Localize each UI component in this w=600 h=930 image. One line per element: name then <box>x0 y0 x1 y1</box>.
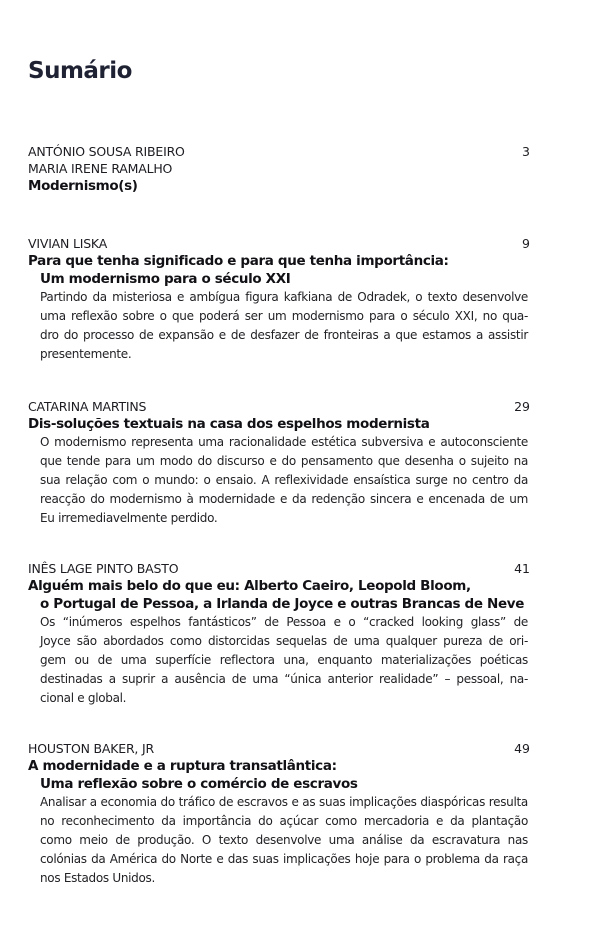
entry-title[interactable]: Alguém mais belo do que eu: Alberto Caeiro, Leopold Bloom, <box>28 578 471 594</box>
author-name: CATARINA MARTINS <box>28 399 147 414</box>
entry-title-continuation[interactable]: Um modernismo para o século XXI <box>40 271 291 287</box>
entry-title-continuation[interactable]: Uma reflexão sobre o comércio de escravos <box>40 776 358 792</box>
abstract-line: que tende para um modo do discurso e do pensamento que desenha o sujeito na <box>40 454 528 468</box>
entry-abstract <box>28 288 528 364</box>
author-name: MARIA IRENE RAMALHO <box>28 161 173 176</box>
entry-title[interactable]: Para que tenha significado e para que tenha importância: <box>28 253 449 269</box>
entry-abstract <box>28 613 528 708</box>
entry-title-continuation[interactable]: o Portugal de Pessoa, a Irlanda de Joyce e outras Brancas de Neve <box>40 596 525 612</box>
entry-title[interactable]: Modernismo(s) <box>28 178 138 194</box>
abstract-line: destinadas a suprir a ausência de uma “única anterior realidade” – pessoal, na- <box>40 672 528 686</box>
abstract-line: reacção do modernismo à modernidade e da redenção sincera e encenada de um <box>40 492 528 506</box>
abstract-line: gem ou de uma superfície reflectora una, enquanto materializações poéticas <box>40 653 528 667</box>
author-name: ANTÓNIO SOUSA RIBEIRO <box>28 144 185 159</box>
entry-abstract <box>28 793 528 888</box>
toc-entry[interactable] <box>28 740 528 888</box>
abstract-line: dro do processo de expansão e de desfazer de fronteiras a que estamos a assistir <box>40 328 528 342</box>
abstract-line: Joyce são abordados como distorcidas sequelas de uma qualquer pureza de ori- <box>40 634 528 648</box>
abstract-line: uma reflexão sobre o que poderá ser um modernismo para o século XXI, no qua- <box>40 309 528 323</box>
toc-entry[interactable] <box>28 560 528 708</box>
abstract-line: nos Estados Unidos. <box>40 871 155 885</box>
abstract-line: O modernismo representa uma racionalidade estética subversiva e autoconsciente <box>40 435 528 449</box>
toc-entry[interactable] <box>28 143 528 195</box>
page-title: Sumário <box>28 58 132 84</box>
abstract-line: Os “inúmeros espelhos fantásticos” de Pessoa e o “cracked looking glass” de <box>40 615 528 629</box>
author-name: INÊS LAGE PINTO BASTO <box>28 561 179 576</box>
abstract-line: como meio de produção. O texto desenvolve uma análise da escravatura nas <box>40 833 528 847</box>
page-number[interactable]: 9 <box>522 236 530 251</box>
author-name: VIVIAN LISKA <box>28 236 108 251</box>
abstract-line: cional e global. <box>40 691 127 705</box>
abstract-line: sua relação com o mundo: o ensaio. A reflexividade ensaística surge no centro da <box>40 473 528 487</box>
abstract-line: Partindo da misteriosa e ambígua figura kafkiana de Odradek, o texto desenvolve <box>40 290 528 304</box>
entry-title[interactable]: Dis-soluções textuais na casa dos espelhos modernista <box>28 416 430 432</box>
entry-title[interactable]: A modernidade e a ruptura transatlântica: <box>28 758 337 774</box>
abstract-line: Analisar a economia do tráfico de escravos e as suas implicações diaspóricas resulta <box>40 795 528 809</box>
author-name: HOUSTON BAKER, JR <box>28 741 154 756</box>
abstract-line: no reconhecimento da importância do açúcar como mercadoria e da plantação <box>40 814 528 828</box>
toc-entry[interactable] <box>28 235 528 364</box>
page-number[interactable]: 3 <box>522 144 530 159</box>
abstract-line: Eu irremediavelmente perdido. <box>40 511 218 525</box>
entry-abstract <box>28 433 528 528</box>
abstract-line: colónias da América do Norte e das suas implicações hoje para o problema da raça <box>40 852 528 866</box>
page-number[interactable]: 49 <box>514 741 530 756</box>
abstract-line: presentemente. <box>40 347 132 361</box>
page-number[interactable]: 41 <box>514 561 530 576</box>
toc-entry[interactable] <box>28 398 528 528</box>
page-number[interactable]: 29 <box>514 399 530 414</box>
